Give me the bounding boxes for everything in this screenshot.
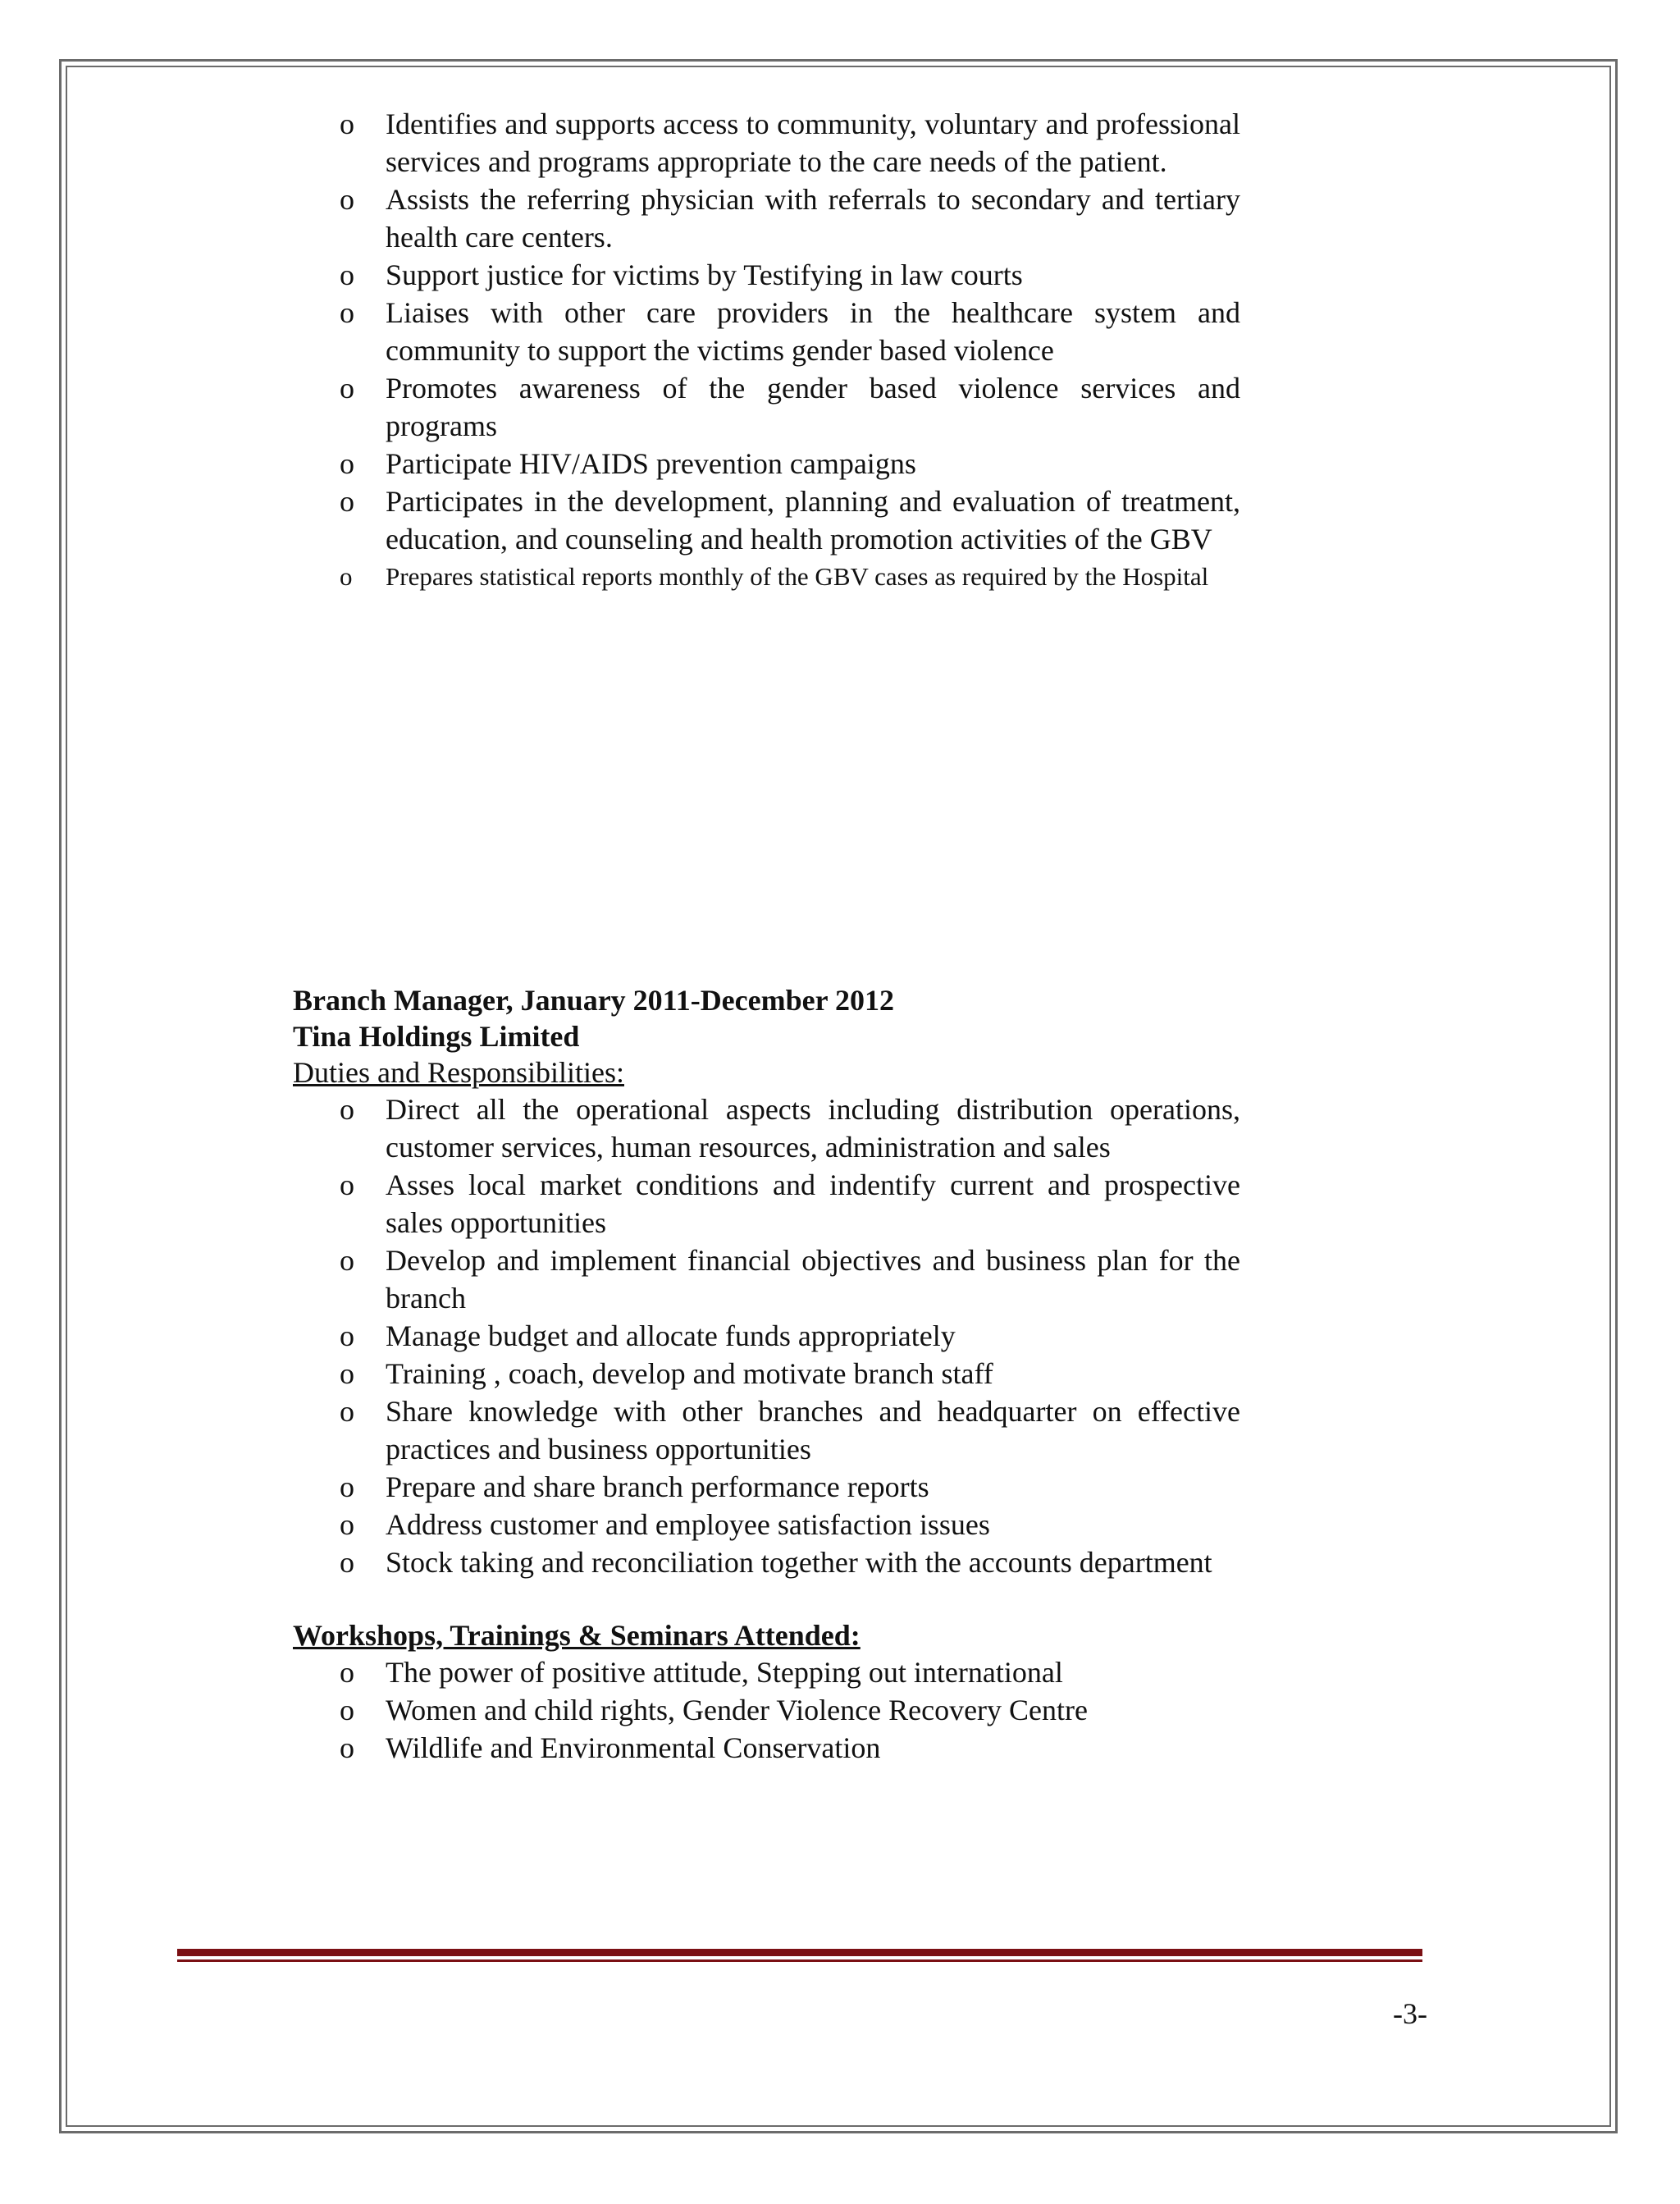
bullet-icon: o <box>340 1546 354 1579</box>
document-body <box>293 105 1240 1767</box>
list-item: o Prepares statistical reports monthly of the GBV cases as required by the Hospital <box>293 560 1240 594</box>
list-item: o Wildlife and Environmental Conservation <box>293 1729 1240 1767</box>
list-item: o Develop and implement financial objectives and business plan for the branch <box>293 1241 1240 1317</box>
bullet-icon: o <box>340 1656 354 1689</box>
bullet-icon: o <box>340 1093 354 1126</box>
bullet-icon: o <box>340 372 354 405</box>
footer-rule-thin <box>177 1959 1422 1962</box>
list-item: o Women and child rights, Gender Violence Recovery Centre <box>293 1691 1240 1729</box>
company-name: Tina Holdings Limited <box>293 1020 580 1053</box>
list-item: o The power of positive attitude, Stepping out international <box>293 1653 1240 1691</box>
footer-rule <box>177 1949 1422 1962</box>
list-item: o Share knowledge with other branches and headquarter on effective practices and business opportunities <box>293 1392 1240 1468</box>
footer-rule-thick <box>177 1949 1422 1956</box>
bullet-icon: o <box>340 1357 354 1390</box>
bullet-icon: o <box>340 562 353 591</box>
list-item: o Manage budget and allocate funds appropriately <box>293 1317 1240 1355</box>
bullet-icon: o <box>340 107 354 140</box>
list-item: o Participates in the development, planning and evaluation of treatment, education, and counseling and health promotion activities of the GBV <box>293 482 1240 558</box>
bullet-icon: o <box>340 1244 354 1277</box>
spacer <box>293 1581 1240 1617</box>
list-item: o Address customer and employee satisfaction issues <box>293 1506 1240 1543</box>
page-number: -3- <box>1393 1997 1427 2030</box>
list-item: o Asses local market conditions and indentify current and prospective sales opportunities <box>293 1166 1240 1241</box>
bullet-icon: o <box>340 1731 354 1764</box>
workshops-list <box>293 1653 1240 1767</box>
bullet-icon: o <box>340 447 354 480</box>
list-item: o Training , coach, develop and motivate branch staff <box>293 1355 1240 1392</box>
bullet-icon: o <box>340 1168 354 1201</box>
bullet-icon: o <box>340 1470 354 1503</box>
branch-duties-list <box>293 1091 1240 1581</box>
workshops-heading: Workshops, Trainings & Seminars Attended: <box>293 1619 861 1652</box>
job-title: Branch Manager, January 2011-December 2012 <box>293 984 894 1017</box>
bullet-icon: o <box>340 1319 354 1352</box>
bullet-icon: o <box>340 1694 354 1726</box>
bullet-icon: o <box>340 485 354 518</box>
list-item: o Promotes awareness of the gender based violence services and programs <box>293 369 1240 445</box>
list-item: o Participate HIV/AIDS prevention campaigns <box>293 445 1240 482</box>
duties-label: Duties and Responsibilities: <box>293 1056 624 1089</box>
list-item: o Prepare and share branch performance reports <box>293 1468 1240 1506</box>
bullet-icon: o <box>340 183 354 216</box>
bullet-icon: o <box>340 1395 354 1428</box>
spacer <box>293 594 1240 982</box>
list-item: o Identifies and supports access to community, voluntary and professional services and programs appropriate to the care needs of the patient. <box>293 105 1240 181</box>
bullet-icon: o <box>340 296 354 329</box>
list-item: o Stock taking and reconciliation together with the accounts department <box>293 1543 1240 1581</box>
bullet-icon: o <box>340 1508 354 1541</box>
list-item: o Liaises with other care providers in the healthcare system and community to support the victims gender based violence <box>293 294 1240 369</box>
gbv-duties-list <box>293 105 1240 594</box>
bullet-icon: o <box>340 258 354 291</box>
list-item: o Assists the referring physician with referrals to secondary and tertiary health care centers. <box>293 181 1240 256</box>
list-item: o Direct all the operational aspects including distribution operations, customer services, human resources, administration and sales <box>293 1091 1240 1166</box>
list-item: o Support justice for victims by Testifying in law courts <box>293 256 1240 294</box>
